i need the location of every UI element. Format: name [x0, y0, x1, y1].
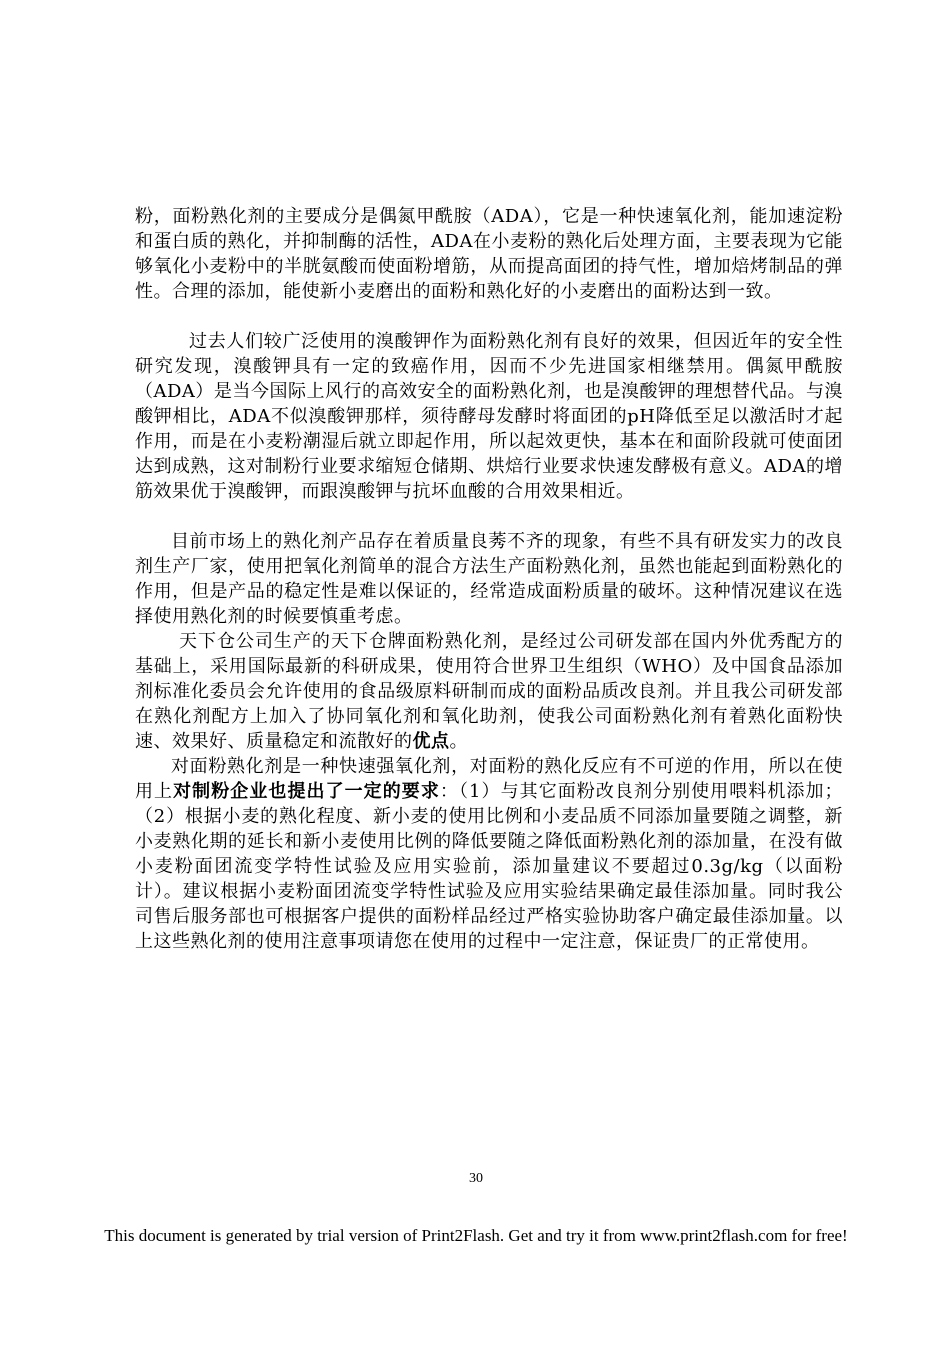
paragraph-ada-intro: 粉，面粉熟化剂的主要成分是偶氮甲酰胺（ADA），它是一种快速氧化剂，能加速淀粉和蛋白质的熟化，并抑制酶的活性，ADA在小麦粉的熟化后处理方面，主要表现为它能够氧化小麦粉中的半胱氨酸而使面粉增筋，从而提高面团的持气性，增加焙烤制品的弹性。合理的添加，能使新小麦磨出的面粉和熟化好的小麦磨出的面粉达到一致。 [135, 206, 843, 302]
document-body [135, 204, 843, 954]
paragraph-text: 对面粉熟化剂是一种快速强氧化剂，对面粉的熟化反应有不可逆的作用，所以在使用上 [135, 756, 843, 802]
paragraph-market-products: 目前市场上的熟化剂产品存在着质量良莠不齐的现象，有些不具有研发实力的改良剂生产厂家，使用把氧化剂简单的混合方法生产面粉熟化剂，虽然也能起到面粉熟化的作用，但是产品的稳定性是难以保证的，经常造成面粉质量的破坏。这种情况建议在选择使用熟化剂的时候要慎重考虑。 [135, 531, 843, 627]
paragraph-text: 天下仓公司生产的天下仓牌面粉熟化剂，是经过公司研发部在国内外优秀配方的基础上，采用国际最新的科研成果，使用符合世界卫生组织（WHO）及中国食品添加剂标准化委员会允许使用的食品级原料研制而成的面粉品质改良剂。并且我公司研发部在熟化剂配方上加入了协同氧化剂和氧化助剂，使我公司面粉熟化剂有着熟化面粉快速、效果好、质量稳定和流散好的 [135, 631, 843, 752]
paragraph-usage-requirements [135, 754, 843, 954]
bold-requirements-text: 对制粉企业也提出了一定的要求 [173, 781, 440, 802]
paragraph-text: ：（1）与其它面粉改良剂分别使用喂料机添加；（2）根据小麦的熟化程度、新小麦的使用比例和小麦品质不同添加量要随之调整，新小麦熟化期的延长和新小麦使用比例的降低要随之降低面粉熟化剂的添加量，在没有做小麦粉面团流变学特性试验及应用实验前，添加量建议不要超过0.3g/kg（以面粉计）。建议根据小麦粉面团流变学特性试验及应用实验结果确定最佳添加量。同时我公司售后服务部也可根据客户提供的面粉样品经过严格实验协助客户确定最佳添加量。以上这些熟化剂的使用注意事项请您在使用的过程中一定注意，保证贵厂的正常使用。 [135, 781, 844, 952]
page-number: 30 [469, 1171, 483, 1186]
trial-notice-footer: This document is generated by trial version of Print2Flash. Get and try it from www.print2flash.com for free! [104, 1226, 848, 1245]
bold-advantage-text: 优点 [412, 731, 450, 752]
paragraph-text: 。 [449, 731, 468, 752]
paragraph-potassium-bromate: 过去人们较广泛使用的溴酸钾作为面粉熟化剂有良好的效果，但因近年的安全性研究发现，溴酸钾具有一定的致癌作用，因而不少先进国家相继禁用。偶氮甲酰胺（ADA）是当今国际上风行的高效安全的面粉熟化剂，也是溴酸钾的理想替代品。与溴酸钾相比，ADA不似溴酸钾那样，须待酵母发酵时将面团的pH降低至足以激活时才起作用，而是在小麦粉潮湿后就立即起作用，所以起效更快，基本在和面阶段就可使面团达到成熟，这对制粉行业要求缩短仓储期、烘焙行业要求快速发酵极有意义。ADA的增筋效果优于溴酸钾，而跟溴酸钾与抗坏血酸的合用效果相近。 [135, 331, 843, 502]
paragraph-company-product [135, 629, 843, 754]
